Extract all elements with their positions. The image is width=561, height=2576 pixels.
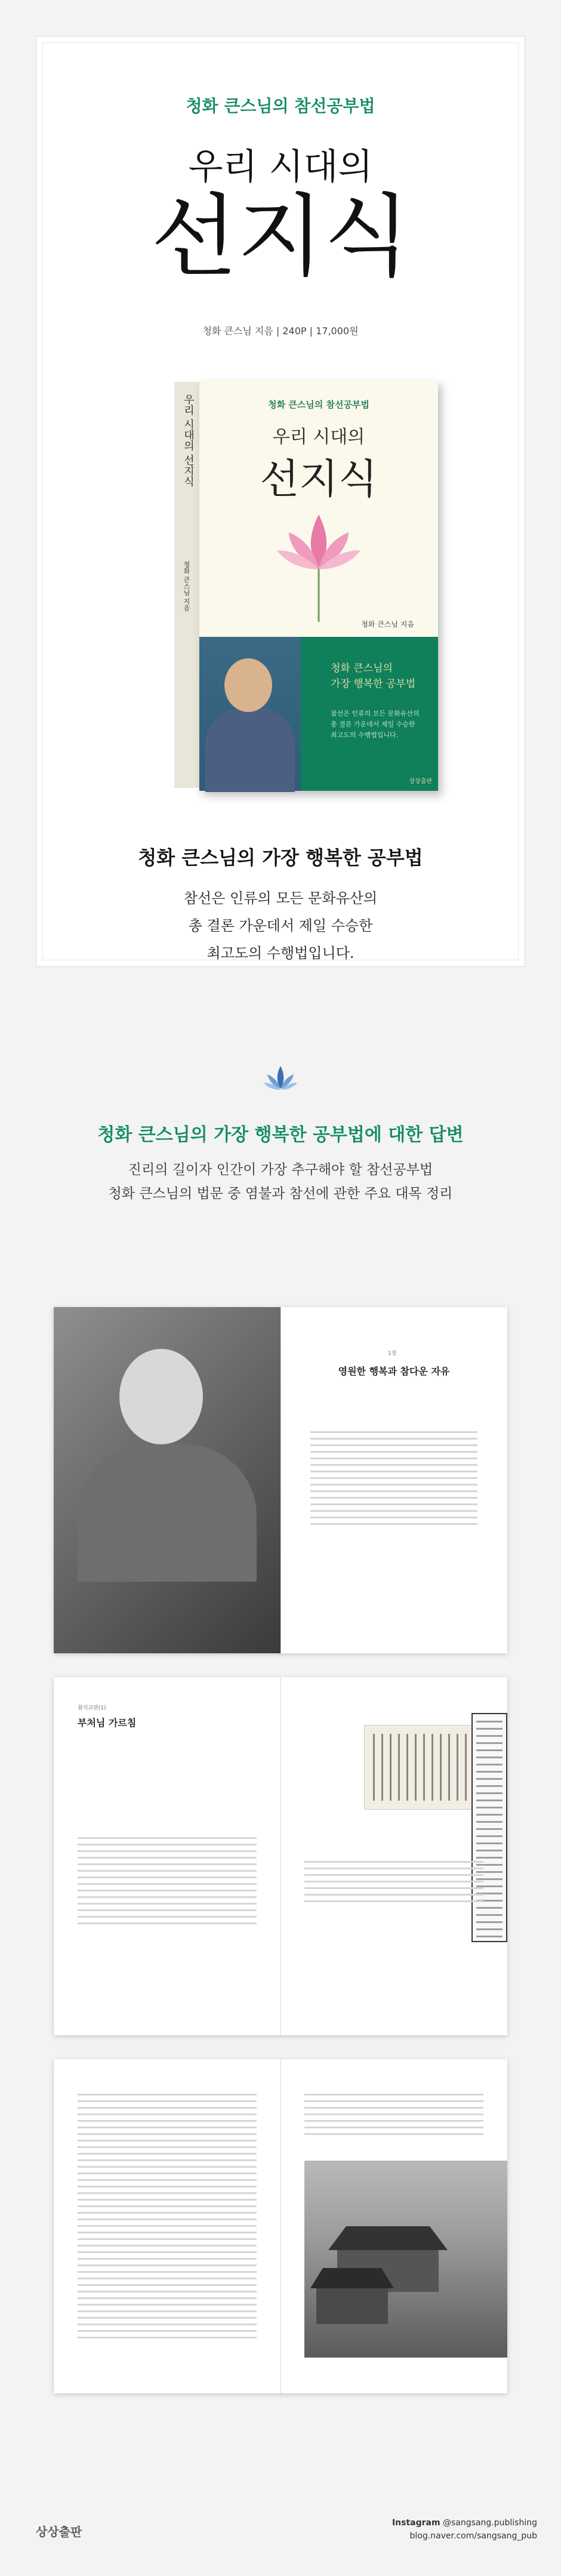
card-title-big: 선지식 xyxy=(150,185,411,289)
lotus-icon xyxy=(271,503,366,622)
card-subtitle: 청화 큰스님의 참선공부법 xyxy=(186,96,375,116)
chapter-title: 영원한 행복과 참다운 자유 xyxy=(338,1366,450,1377)
desc-line: 최고도의 수행법입니다. xyxy=(206,945,355,962)
band-title xyxy=(331,661,432,692)
section-desc-line: 청화 큰스님의 법문 중 염불과 참선에 관한 주요 대목 정리 xyxy=(108,1186,453,1201)
page-spread-1 xyxy=(54,1307,507,1653)
book-title-small: 우리 시대의 xyxy=(272,427,365,448)
section-title: 청화 큰스님의 가장 행복한 공부법에 대한 답변 xyxy=(97,1124,464,1145)
monk-bw-photo xyxy=(54,1307,280,1653)
book-cover xyxy=(199,380,438,791)
book-intro-card xyxy=(36,36,525,967)
small-lotus-icon xyxy=(263,1062,298,1098)
body-text-block xyxy=(78,1832,257,1929)
card-border xyxy=(42,42,519,960)
monk-photo xyxy=(199,637,301,791)
page-fold xyxy=(280,1677,281,2035)
section-kicker: 참석교관(1) xyxy=(78,1705,106,1711)
temple-hall xyxy=(316,2288,388,2324)
spine-author: 청화 큰스님 지음 xyxy=(183,561,190,611)
band-title-line: 청화 큰스님의 xyxy=(331,663,393,674)
bw-photo-face xyxy=(119,1349,203,1444)
page-spread-2 xyxy=(54,1677,507,2035)
band-desc-line: 참선은 인류의 모든 문화유산의 xyxy=(331,710,420,717)
monk-face xyxy=(224,658,272,712)
body-text-block xyxy=(304,1856,483,1907)
book-publisher: 상상출판 xyxy=(409,778,432,785)
book-meta: 청화 큰스님 지음 | 240P | 17,000원 xyxy=(202,325,359,337)
footer-contact xyxy=(392,2516,537,2543)
page-fold xyxy=(280,1307,281,1653)
body-text-block xyxy=(304,2089,483,2140)
desc-line: 참선은 인류의 모든 문화유산의 xyxy=(183,890,378,907)
instagram-line xyxy=(392,2516,537,2529)
temple-photo xyxy=(304,2161,507,2358)
publisher-logo: 상상출판 xyxy=(36,2525,82,2539)
instagram-label: Instagram xyxy=(392,2518,440,2528)
chapter-label: 1장 xyxy=(388,1351,397,1357)
book-cover-top xyxy=(199,380,438,637)
temple-roof xyxy=(328,2226,448,2250)
card-description xyxy=(43,885,518,967)
section-page-title: 부처님 가르침 xyxy=(78,1717,137,1728)
section-desc-line: 진리의 길이자 인간이 가장 추구해야 할 참선공부법 xyxy=(128,1162,433,1178)
body-text-block xyxy=(310,1426,477,1530)
bw-photo-robe xyxy=(78,1444,257,1582)
page-spread-3 xyxy=(54,2059,507,2393)
band-desc-line: 총 결론 가운데서 제일 수승한 xyxy=(331,720,415,728)
calligraphy-scroll xyxy=(471,1713,507,1942)
band-title-line: 가장 행복한 공부법 xyxy=(331,678,416,690)
instagram-handle[interactable]: @sangsang.publishing xyxy=(443,2518,537,2528)
book-spine xyxy=(174,382,200,788)
card-headline: 청화 큰스님의 가장 행복한 공부법 xyxy=(138,846,423,869)
monk-robe xyxy=(205,708,295,792)
blog-link[interactable]: blog.naver.com/sangsang_pub xyxy=(409,2531,537,2541)
band-desc xyxy=(331,708,432,741)
spine-title: 우리 시대의 선지식 xyxy=(182,394,195,487)
page-fold xyxy=(280,2059,281,2393)
band-desc-line: 최고도의 수행법입니다. xyxy=(331,731,399,739)
book-cover-band xyxy=(199,637,438,791)
desc-line: 총 결론 가운데서 제일 수승한 xyxy=(188,917,373,934)
body-text-block xyxy=(78,2089,257,2343)
card-title-small: 우리 시대의 xyxy=(188,146,373,188)
book-subtitle: 청화 큰스님의 참선공부법 xyxy=(268,399,369,410)
book-author: 청화 큰스님 지음 xyxy=(361,620,414,628)
section-description xyxy=(0,1158,561,1206)
temple-roof xyxy=(310,2268,394,2288)
book-title-big: 선지식 xyxy=(260,456,378,503)
